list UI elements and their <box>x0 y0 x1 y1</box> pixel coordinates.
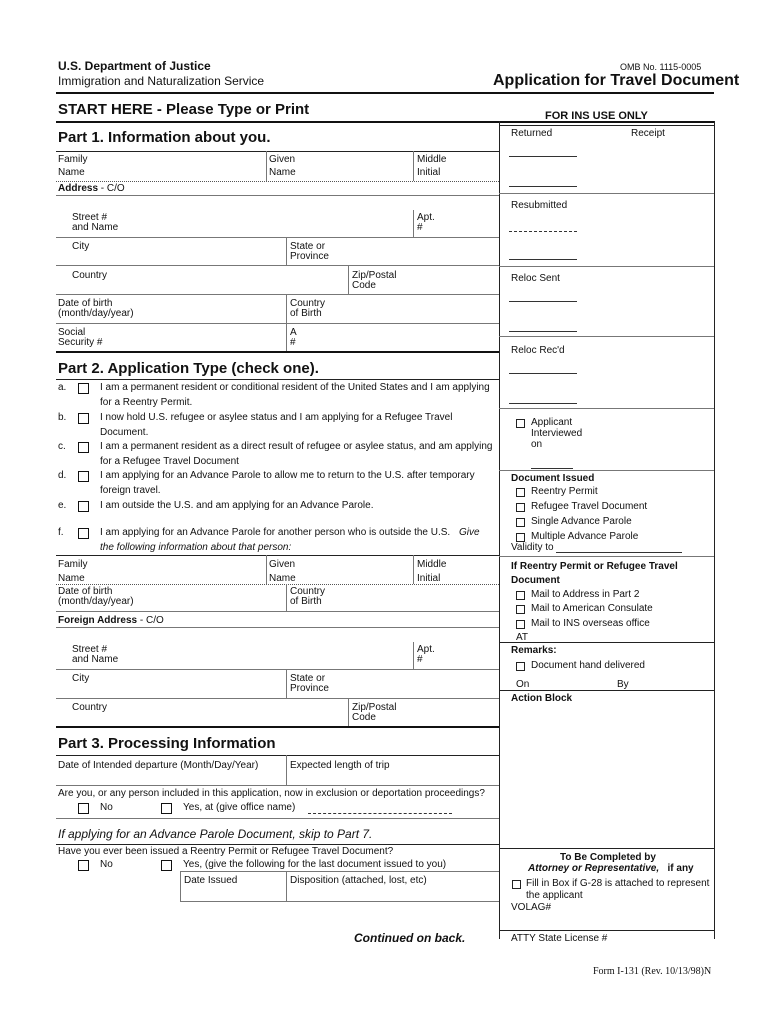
part1-title: Part 1. Information about you. <box>58 129 271 146</box>
p3-office-name-line[interactable] <box>308 813 452 814</box>
p2-street-label-2: and Name <box>72 654 119 665</box>
p2-dob-label: Date of birth <box>58 586 113 597</box>
p2-f-checkbox[interactable] <box>78 528 89 539</box>
p2-a-text: I am a permanent resident or conditional resident of the United States and I am applying <box>100 382 490 393</box>
p2-b-text: I now hold U.S. refugee or asylee status and I am applying for a Refugee Travel <box>100 412 453 423</box>
ins-rule <box>499 556 714 557</box>
ins-volag: VOLAG# <box>511 902 552 913</box>
p1-dob-label-2: (month/day/year) <box>58 308 134 319</box>
p1-anum-label-2: # <box>290 337 296 348</box>
p1-street-label: Street # <box>72 212 108 223</box>
p2-b-letter: b. <box>58 412 67 423</box>
p2-country-birth-label-2: of Birth <box>290 596 322 607</box>
p2-b-checkbox[interactable] <box>78 413 89 424</box>
p1-rule <box>56 151 499 152</box>
p2-b-text-2: Document. <box>100 427 149 438</box>
ins-the-applicant: the applicant <box>526 890 583 901</box>
p2-rule <box>56 379 499 380</box>
ins-g28-checkbox[interactable] <box>512 880 521 889</box>
p3-div <box>286 755 287 785</box>
p2-e-letter: e. <box>58 500 67 511</box>
p2-family-label-2: Name <box>58 573 85 584</box>
p2-rule <box>56 698 499 699</box>
p1-country-birth-label: Country <box>290 298 326 309</box>
p3-issued-question: Have you ever been issued a Reentry Permit or Refugee Travel Document? <box>58 846 394 857</box>
ins-use-title: FOR INS USE ONLY <box>545 110 648 122</box>
p2-state-label-2: Province <box>290 683 329 694</box>
p3-rule <box>180 901 499 902</box>
ins-returned: Returned <box>511 128 553 139</box>
ins-mail-consulate-label: Mail to American Consulate <box>531 603 653 614</box>
ins-atty-license: ATTY State License # <box>511 933 608 944</box>
p1-div <box>413 210 414 237</box>
form-title: Application for Travel Document <box>493 72 740 89</box>
ins-returned-line-1 <box>509 156 577 157</box>
p1-div <box>413 151 414 181</box>
p3-skip-note: If applying for an Advance Parole Document, skip to Part 7. <box>58 827 373 841</box>
p1-rule <box>56 237 499 238</box>
ins-validity-line <box>556 552 682 553</box>
ins-reloc-sent: Reloc Sent <box>511 273 560 284</box>
department-name: U.S. Department of Justice <box>58 59 211 73</box>
ins-rule <box>499 193 714 194</box>
ins-reloc-recd: Reloc Rec'd <box>511 345 565 356</box>
ins-doc-reentry-checkbox[interactable] <box>516 488 525 497</box>
ins-mail-consulate-checkbox[interactable] <box>516 605 525 614</box>
ins-at-label: AT <box>516 632 529 643</box>
ins-resubmitted-line-1 <box>509 231 577 232</box>
ins-doc-single-checkbox[interactable] <box>516 518 525 527</box>
p1-anum-label: A <box>290 327 297 338</box>
p1-address-label <box>58 183 125 195</box>
p1-country-label: Country <box>72 270 108 281</box>
ins-by: By <box>617 679 629 690</box>
p3-div <box>180 871 181 901</box>
p3-exclusion-no-label: No <box>100 802 113 813</box>
ins-mail-overseas-label: Mail to INS overseas office <box>531 618 650 629</box>
p2-city-label: City <box>72 673 90 684</box>
p2-e-checkbox[interactable] <box>78 501 89 512</box>
p1-country-birth-label-2: of Birth <box>290 308 322 319</box>
ins-resubmitted: Resubmitted <box>511 200 568 211</box>
ins-rule <box>499 848 714 849</box>
p3-exclusion-question: Are you, or any person included in this application, now in exclusion or deportation proceedings? <box>58 788 485 799</box>
ins-interviewed-label: Interviewed <box>531 428 583 439</box>
p3-exclusion-yes-checkbox[interactable] <box>161 803 172 814</box>
ins-receipt: Receipt <box>631 128 665 139</box>
p1-end-rule <box>56 351 499 353</box>
start-rule <box>56 121 714 123</box>
ins-fill-in-box: Fill in Box if G-28 is attached to represent <box>526 878 710 889</box>
p2-zip-label: Zip/Postal <box>352 702 397 713</box>
ins-attorney-rep: Attorney or Representative, <box>528 863 660 874</box>
ins-rule <box>499 336 714 337</box>
p1-rule <box>56 294 499 295</box>
p2-d-text-2: foreign travel. <box>100 485 161 496</box>
ins-if-reentry: If Reentry Permit or Refugee Travel <box>511 561 678 572</box>
p3-rule <box>180 871 499 872</box>
p1-rule <box>56 195 499 196</box>
ins-validity-to: Validity to <box>511 542 554 553</box>
ins-if-any: if any <box>667 863 694 874</box>
p3-issued-yes-label: Yes, (give the following for the last document issued to you) <box>183 859 447 870</box>
p1-zip-label-2: Code <box>352 280 376 291</box>
p3-issued-no-checkbox[interactable] <box>78 860 89 871</box>
p2-foreign-co: - C/O <box>139 615 164 626</box>
ins-interviewed-date-line <box>531 468 573 469</box>
p1-div <box>286 237 287 265</box>
p2-given-label: Given <box>269 559 296 570</box>
p1-given-label: Given <box>269 154 296 165</box>
part3-title: Part 3. Processing Information <box>58 735 276 752</box>
p2-div <box>413 555 414 584</box>
p1-rule <box>56 323 499 324</box>
p1-middle-label-2: Initial <box>417 167 441 178</box>
p2-dob-label-2: (month/day/year) <box>58 596 134 607</box>
ins-on: On <box>516 679 530 690</box>
p1-address-co: - C/O <box>100 183 125 194</box>
p2-end-rule <box>56 726 499 728</box>
p2-div <box>348 698 349 726</box>
p2-rule <box>56 555 499 556</box>
p2-middle-label: Middle <box>417 559 447 570</box>
p2-div <box>286 584 287 611</box>
p2-rule <box>56 627 499 628</box>
ins-document-issued: Document Issued <box>511 473 595 484</box>
p1-dot <box>56 181 499 182</box>
p1-family-label: Family <box>58 154 88 165</box>
p2-street-label: Street # <box>72 644 108 655</box>
ins-doc-single-label: Single Advance Parole <box>531 516 632 527</box>
p3-issued-yes-checkbox[interactable] <box>161 860 172 871</box>
p3-rule <box>56 755 499 756</box>
p1-div <box>266 151 267 181</box>
header-rule <box>56 92 714 94</box>
p2-f-letter: f. <box>58 527 64 538</box>
p2-dot <box>56 584 499 585</box>
p2-d-letter: d. <box>58 470 67 481</box>
p1-middle-label: Middle <box>417 154 447 165</box>
ins-to-be-completed: To Be Completed by <box>560 852 656 863</box>
ins-doc-refugee-label: Refugee Travel Document <box>531 501 648 512</box>
p2-a-letter: a. <box>58 382 67 393</box>
p2-country-birth-label: Country <box>290 586 326 597</box>
p2-rule <box>56 669 499 670</box>
p2-zip-label-2: Code <box>352 712 376 723</box>
omb-number: OMB No. 1115-0005 <box>620 62 702 72</box>
p2-c-text-2: for a Refugee Travel Document <box>100 456 239 467</box>
ins-reloc-recd-line-1 <box>509 373 577 374</box>
p1-state-label-2: Province <box>290 251 329 262</box>
ins-action-block: Action Block <box>511 693 573 704</box>
p1-apt-label: Apt. <box>417 212 435 223</box>
ins-returned-line-2 <box>509 186 577 187</box>
p3-disposition-label: Disposition (attached, lost, etc) <box>290 875 427 886</box>
form-number: Form I-131 (Rev. 10/13/98)N <box>593 966 712 977</box>
p3-issued-no-label: No <box>100 859 113 870</box>
p2-div <box>266 555 267 584</box>
p2-f-text: I am applying for an Advance Parole for another person who is outside the U.S. <box>100 527 451 538</box>
ins-reloc-sent-line-1 <box>509 301 577 302</box>
p3-rule <box>56 844 499 845</box>
start-here-heading: START HERE - Please Type or Print <box>58 101 310 118</box>
part2-title: Part 2. Application Type (check one). <box>58 360 319 377</box>
ins-reloc-sent-line-2 <box>509 331 577 332</box>
p2-foreign-address-label <box>58 615 164 627</box>
ins-doc-reentry-label: Reentry Permit <box>531 486 598 497</box>
p2-d-checkbox[interactable] <box>78 471 89 482</box>
p2-state-label: State or <box>290 673 326 684</box>
p3-length-label: Expected length of trip <box>290 760 390 771</box>
ins-reloc-recd-line-2 <box>509 403 577 404</box>
p2-middle-label-2: Initial <box>417 573 441 584</box>
p3-departure-label: Date of Intended departure (Month/Day/Year) <box>58 760 259 771</box>
service-name: Immigration and Naturalization Service <box>58 74 265 88</box>
p3-rule <box>56 818 499 819</box>
ins-doc-multiple-checkbox[interactable] <box>516 533 525 542</box>
p2-a-checkbox[interactable] <box>78 383 89 394</box>
p2-apt-label-2: # <box>417 654 423 665</box>
ins-doc-multiple-label: Multiple Advance Parole <box>531 531 639 542</box>
ins-rule <box>499 930 714 931</box>
p1-city-label: City <box>72 241 90 252</box>
p2-c-checkbox[interactable] <box>78 442 89 453</box>
p2-foreign-address-bold: Foreign Address <box>58 615 138 626</box>
p2-div <box>413 642 414 669</box>
p2-e-text: I am outside the U.S. and am applying for an Advance Parole. <box>100 500 374 511</box>
ins-applicant-label: Applicant <box>531 417 573 428</box>
ins-on-label: on <box>531 439 543 450</box>
ins-remarks: Remarks: <box>511 645 557 656</box>
ins-rule <box>499 470 714 471</box>
ins-hand-delivered-checkbox[interactable] <box>516 662 525 671</box>
p2-c-letter: c. <box>58 441 66 452</box>
p1-zip-label: Zip/Postal <box>352 270 397 281</box>
p3-date-issued-label: Date Issued <box>184 875 238 886</box>
p2-country-label: Country <box>72 702 108 713</box>
p1-given-label-2: Name <box>269 167 296 178</box>
p3-exclusion-yes-label: Yes, at (give office name) <box>183 802 296 813</box>
p1-state-label: State or <box>290 241 326 252</box>
p2-apt-label: Apt. <box>417 644 435 655</box>
p3-exclusion-no-checkbox[interactable] <box>78 803 89 814</box>
ins-mail-address-label: Mail to Address in Part 2 <box>531 589 640 600</box>
ins-attorney-line <box>528 863 694 875</box>
p1-apt-label-2: # <box>417 222 423 233</box>
p1-dob-label: Date of birth <box>58 298 113 309</box>
ins-mail-overseas-checkbox[interactable] <box>516 620 525 629</box>
p2-div <box>286 669 287 698</box>
p2-f-give: Give <box>459 527 480 538</box>
p2-c-text: I am a permanent resident as a direct result of refugee or asylee status, and am applying <box>100 441 493 452</box>
ins-mail-address-checkbox[interactable] <box>516 591 525 600</box>
p1-div <box>348 265 349 294</box>
p1-family-label-2: Name <box>58 167 85 178</box>
ins-document: Document <box>511 575 560 586</box>
p2-rule <box>56 611 499 612</box>
p3-rule <box>56 785 499 786</box>
p2-a-text-2: for a Reentry Permit. <box>100 397 193 408</box>
ins-rule <box>499 690 714 691</box>
p1-ssn-label: Social <box>58 327 86 338</box>
ins-doc-refugee-checkbox[interactable] <box>516 503 525 512</box>
ins-rule <box>499 266 714 267</box>
p1-ssn-label-2: Security # <box>58 337 103 348</box>
p1-rule <box>56 265 499 266</box>
p1-address-bold: Address <box>58 183 99 194</box>
ins-column-left-border <box>499 121 500 939</box>
p3-div <box>286 871 287 901</box>
ins-top-rule <box>499 125 714 126</box>
p2-given-label-2: Name <box>269 573 296 584</box>
ins-hand-delivered-label: Document hand delivered <box>531 660 645 671</box>
continued-on-back: Continued on back. <box>354 931 466 945</box>
ins-resubmitted-line-2 <box>509 259 577 260</box>
p2-f-following: the following information about that person: <box>100 542 292 553</box>
ins-rule <box>499 408 714 409</box>
p2-d-text: I am applying for an Advance Parole to allow me to return to the U.S. after temporary <box>100 470 475 481</box>
ins-column-right-border <box>714 121 715 939</box>
ins-applicant-interviewed-checkbox[interactable] <box>516 419 525 428</box>
p1-street-label-2: and Name <box>72 222 119 233</box>
ins-rule <box>499 642 714 643</box>
p2-family-label: Family <box>58 559 88 570</box>
